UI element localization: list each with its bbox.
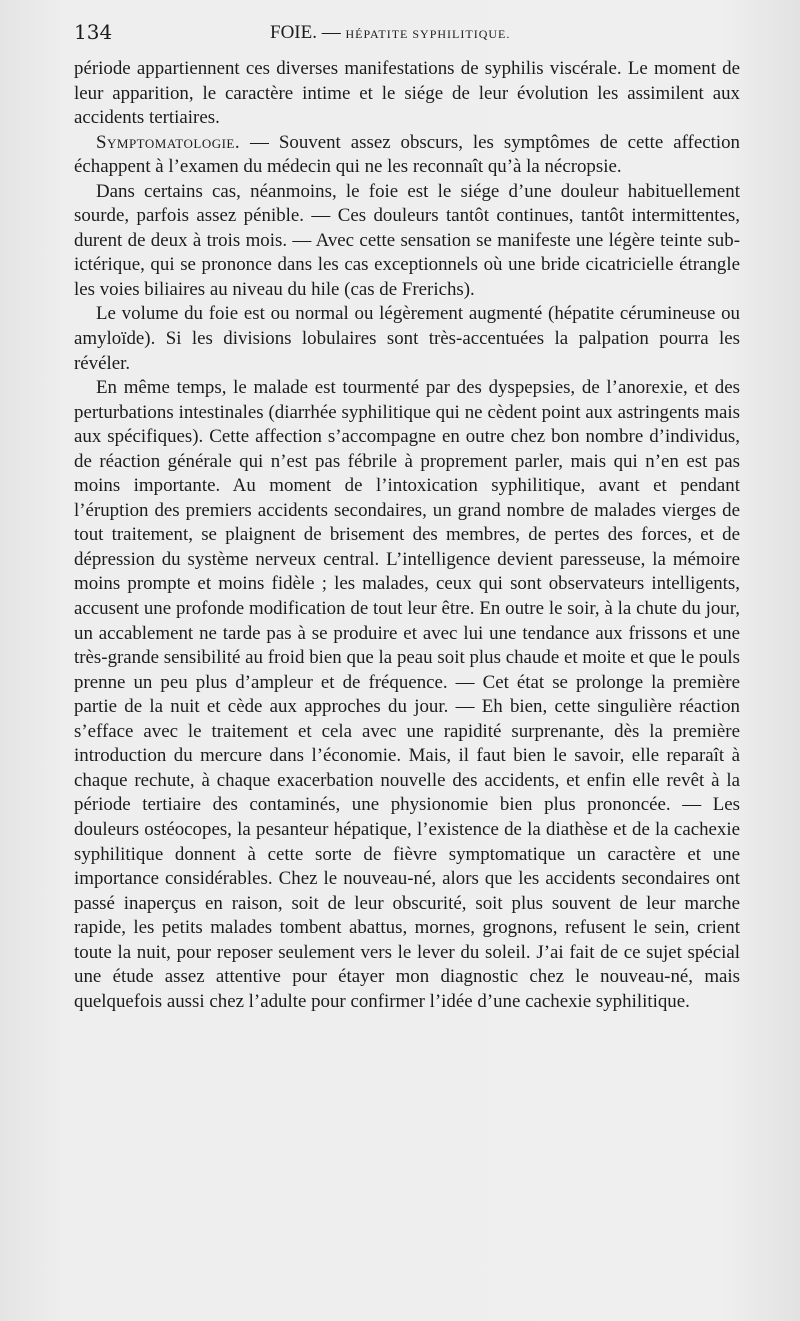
running-title-main: FOIE.: [270, 22, 317, 43]
paragraph-text: — Souvent assez obscurs, les symptômes de cette affection échappent à l’examen du médecin qui ne les reconnaît qu’à la nécropsie.: [74, 131, 740, 178]
paragraph-dyspepsies: En même temps, le malade est tourmenté par des dyspepsies, de l’anorexie, et des perturbations intestinales (diarrhée syphilitique qui ne cèdent point aux astringents mais aux spécifiques). Cette affection s’accompagne en outre chez bon nombre d’individus, de réaction générale qui n’est pas fébrile à proprement parler, mais qui n’en est pas moins importante. Au moment de l’intoxication syphilitique, avant et pendant l’éruption des premiers accidents secondaires, un grand nombre de malades vierges de tout traitement, se plaignent de brisement des membres, de pertes des forces, et de dépression du système nerveux central. L’intelligence devient paresseuse, la mémoire moins prompte et moins fidèle ; les malades, ceux qui sont observateurs intelligents, accusent une profonde modification de tout leur être. En outre le soir, à la chute du jour, un accablement ne tarde pas à se produire et avec lui une tendance aux frissons et une très-grande sensibilité au froid bien que la peau soit plus chaude et moite et que le pouls prenne un peu plus d’ampleur et de fréquence. — Cet état se prolonge la première partie de la nuit et cède aux approches du jour. — Eh bien, cette singulière réaction s’efface avec le traitement et cela avec une rapidité surprenante, dès la première introduction du mercure dans l’économie. Mais, il faut bien le savoir, elle reparaît à chaque rechute, à chaque exacerbation nouvelle des accidents, et enfin elle revêt à la période tertiaire des contaminés, une physionomie bien plus prononcée. — Les douleurs ostéocopes, la pesanteur hépatique, l’existence de la diathèse et de la cachexie syphilitique donnent à cette sorte de fièvre symptomatique un caractère et une importance considérables. Chez le nouveau-né, alors que les accidents secondaires ont passé inaperçus en raison, soit de leur obscurité, soit plus souvent de leur marche rapide, les petits malades tombent abattus, mornes, grognons, refusent le sein, crient toute la nuit, pour reposer seulement vers le lever du soleil. J’ai fait de ce sujet spécial une étude assez attentive pour étayer mon diagnostic chez le nouveau-né, mais quelquefois aussi chez l’adulte pour confirmer l’idée d’une cachexie syphilitique.: [74, 377, 740, 1012]
page-number: 134: [74, 20, 113, 44]
paragraph-continuation: période appartiennent ces diverses manifestations de syphilis viscérale. Le moment de leur apparition, le caractère intime et le siége de leur évolution les assimilent aux accidents tertiaires.: [74, 58, 740, 129]
running-title-sub: HÉPATITE SYPHILITIQUE.: [345, 27, 511, 41]
page-header: [74, 20, 740, 48]
paragraph-douleur: Dans certains cas, néanmoins, le foie est le siége d’une douleur habituellement sourde, parfois assez pénible. — Ces douleurs tantôt continues, tantôt intermittentes, durent de deux à trois mois. — Avec cette sensation se manifeste une légère teinte sub-ictérique, qui se prononce dans les cas exceptionnels où une bride cicatricielle étrangle les voies biliaires au niveau du hile (cas de Frerichs).: [74, 180, 740, 300]
section-lead-symptomatologie: Symptomatologie.: [96, 131, 241, 153]
paragraph-volume: Le volume du foie est ou normal ou légèrement augmenté (hépatite cérumineuse ou amyloïde). Si les divisions lobulaires sont très-accentuées la palpation pourra les révéler.: [74, 303, 740, 374]
running-title: [270, 22, 510, 44]
paragraph-symptomatology: [74, 131, 740, 180]
running-title-dash: —: [321, 22, 341, 43]
body-text: [74, 57, 740, 1014]
